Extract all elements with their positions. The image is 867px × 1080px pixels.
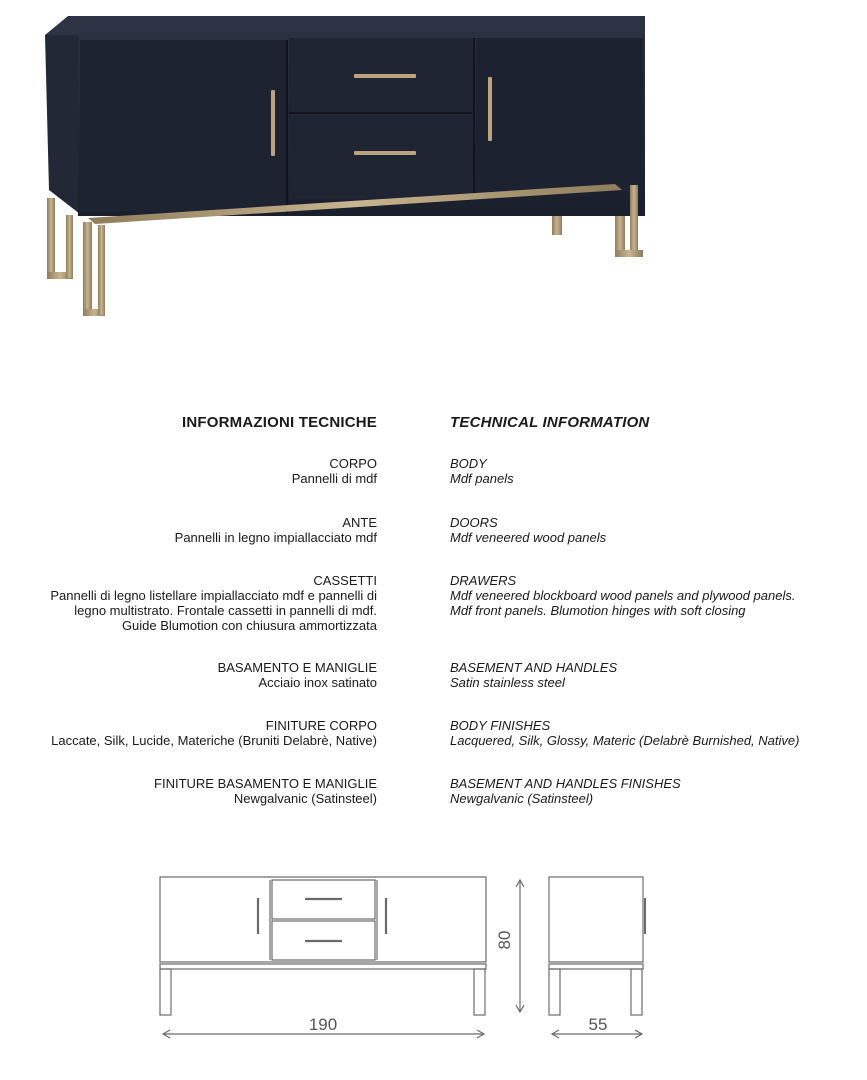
spec-body-finishes-it [7, 718, 377, 748]
spec-title-it: FINITURE BASAMENTO E MANIGLIE [154, 776, 377, 791]
product-photo [0, 0, 867, 360]
heading-it: INFORMAZIONI TECNICHE [181, 414, 377, 431]
spec-basement-handles-it [7, 660, 377, 690]
spec-title-en: BODY [450, 456, 487, 471]
spec-line-it: Pannelli di mdf [291, 471, 377, 486]
spec-line-en: Mdf veneered wood panels [450, 530, 607, 545]
spec-title-it: CASSETTI [313, 573, 377, 588]
spec-body-en [450, 456, 860, 486]
spec-basement-finishes-en [450, 776, 860, 806]
spec-title-en: DOORS [450, 515, 498, 530]
spec-doors-en [450, 515, 860, 545]
front-view [160, 877, 486, 1015]
spec-line-it: Pannelli in legno impiallacciato mdf [174, 530, 377, 545]
spec-line-en: Mdf front panels. Blumotion hinges with soft closing [450, 603, 746, 618]
spec-line-it: Pannelli di legno listellare impiallacciato mdf e pannelli di [50, 588, 377, 603]
spec-title-it: ANTE [342, 515, 377, 530]
dimension-width: 190 [308, 1015, 338, 1034]
spec-line-it: Newgalvanic (Satinsteel) [233, 791, 377, 806]
spec-title-en: DRAWERS [450, 573, 517, 588]
dimension-height: 80 [495, 930, 514, 950]
spec-line-en: Mdf veneered blockboard wood panels and plywood panels. [450, 588, 796, 603]
headings [0, 414, 867, 438]
side-view [549, 877, 645, 1015]
spec-line-en: Lacquered, Silk, Glossy, Materic (Delabrè Burnished, Native) [450, 733, 800, 748]
dimension-depth: 55 [588, 1015, 608, 1034]
spec-line-it: legno multistrato. Frontale cassetti in pannelli di mdf. [74, 603, 377, 618]
spec-line-it: Guide Blumotion con chiusura ammortizzata [121, 618, 377, 633]
spec-doors-it [7, 515, 377, 545]
dimension-lines [163, 880, 642, 1038]
spec-basement-handles-en [450, 660, 860, 690]
sideboard-body [45, 16, 645, 216]
spec-line-en: Satin stainless steel [450, 675, 565, 690]
spec-line-it: Acciaio inox satinato [258, 675, 377, 690]
spec-basement-finishes-it [7, 776, 377, 806]
spec-line-en: Newgalvanic (Satinsteel) [450, 791, 594, 806]
spec-title-it: BASAMENTO E MANIGLIE [217, 660, 377, 675]
spec-title-it: CORPO [329, 456, 377, 471]
spec-title-en: BASEMENT AND HANDLES [450, 660, 618, 675]
heading-en: TECHNICAL INFORMATION [450, 414, 650, 431]
spec-body-it [7, 456, 377, 486]
spec-line-en: Mdf panels [450, 471, 514, 486]
technical-drawing [0, 860, 867, 1060]
spec-drawers-it [7, 573, 377, 633]
spec-body-finishes-en [450, 718, 860, 748]
spec-title-en: BASEMENT AND HANDLES FINISHES [450, 776, 681, 791]
spec-title-en: BODY FINISHES [450, 718, 551, 733]
spec-drawers-en [450, 573, 860, 618]
spec-title-it: FINITURE CORPO [265, 718, 377, 733]
spec-line-it: Laccate, Silk, Lucide, Materiche (Bruniti Delabrè, Native) [51, 733, 377, 748]
